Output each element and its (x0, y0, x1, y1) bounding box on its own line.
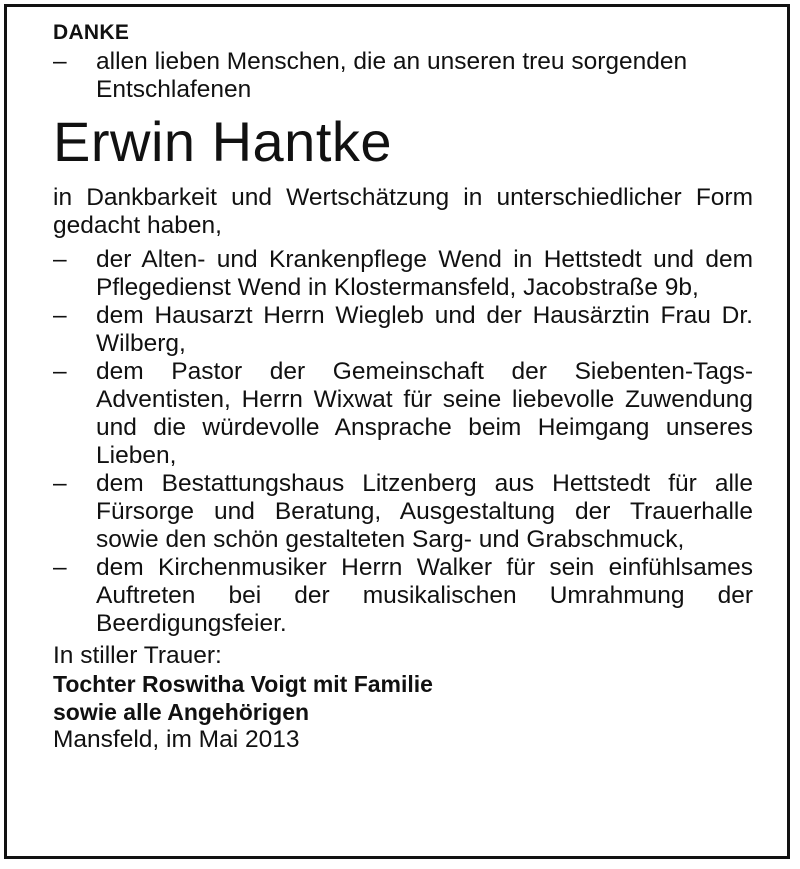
list-item-text: dem Bestattungshaus Litzenberg aus Hettstedt für alle Fürsorge und Beratung, Ausgestaltung der Trauerhalle sowie den schön gestalteten Sarg- und Grabschmuck, (96, 470, 753, 553)
list-item-text: dem Hausarzt Herrn Wiegleb und der Hausärztin Frau Dr. Wilberg, (96, 302, 753, 357)
list-item (53, 246, 753, 302)
obituary-thanks-notice (53, 18, 753, 754)
dash-marker: – (53, 246, 67, 273)
list-item (53, 470, 753, 554)
intro-item (53, 48, 753, 104)
dash-marker: – (53, 358, 67, 385)
gratitude-text: in Dankbarkeit und Wertschätzung in unterschiedlicher Form gedacht haben, (53, 184, 753, 239)
mourning-line: In stiller Trauer: (53, 642, 222, 669)
notice-heading: DANKE (53, 21, 130, 44)
place-date: Mansfeld, im Mai 2013 (53, 726, 300, 753)
dash-marker: – (53, 470, 67, 497)
closing-block (53, 642, 753, 754)
thanks-list (53, 246, 753, 638)
list-item-text: dem Pastor der Gemeinschaft der Siebenten-Tags-Adventisten, Herrn Wixwat für seine liebevolle Zuwendung und die würdevolle Ansprache beim Heimgang unseres Lieben, (96, 358, 753, 469)
list-item (53, 554, 753, 638)
dash-marker: – (53, 554, 67, 581)
deceased-name: Erwin Hantke (53, 110, 393, 173)
list-item-text: der Alten- und Krankenpflege Wend in Hettstedt und dem Pflegedienst Wend in Klostermansfeld, Jacobstraße 9b, (96, 246, 753, 301)
dash-marker: – (53, 302, 67, 329)
list-item (53, 302, 753, 358)
list-item (53, 358, 753, 470)
relatives-line: sowie alle Angehörigen (53, 699, 310, 725)
intro-text: allen lieben Menschen, die an unseren treu sorgenden Entschlafenen (96, 48, 688, 103)
dash-marker: – (53, 48, 67, 75)
family-line: Tochter Roswitha Voigt mit Familie (53, 671, 433, 697)
list-item-text: dem Kirchenmusiker Herrn Walker für sein einfühlsames Auftreten bei der musikalischen Umrahmung der Beerdigungsfeier. (96, 554, 753, 637)
